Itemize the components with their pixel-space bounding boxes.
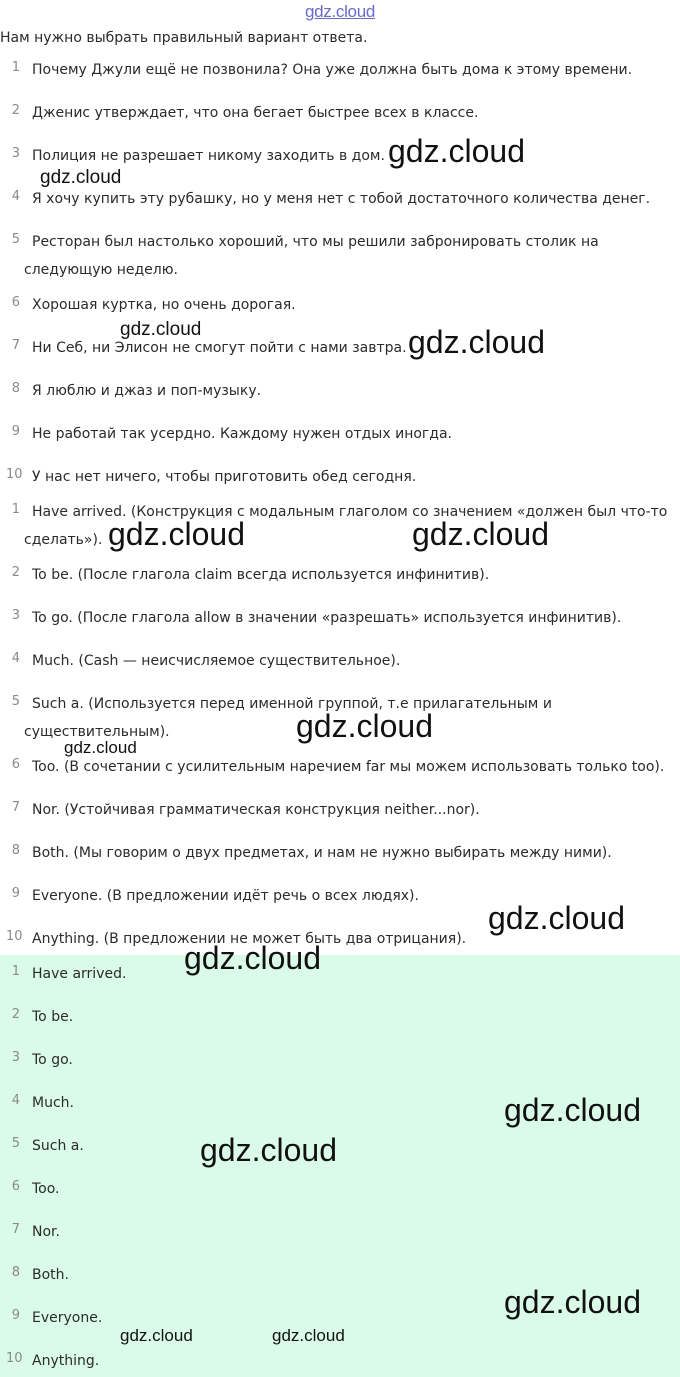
item-number: 2 bbox=[11, 565, 20, 580]
item-text: To be. (После глагола claim всегда используется инфинитив). bbox=[32, 567, 490, 583]
watermark: gdz.cloud bbox=[200, 1132, 337, 1168]
item-number: 8 bbox=[11, 381, 20, 396]
item-text: Too. (В сочетании с усилительным наречием far мы можем использовать только too). bbox=[32, 759, 665, 775]
item-number: 7 bbox=[11, 338, 20, 353]
site-logo[interactable]: gdz.cloud bbox=[304, 2, 376, 21]
item-number: 1 bbox=[11, 60, 20, 75]
watermark: gdz.cloud bbox=[272, 1326, 345, 1345]
item-text: Ресторан был настолько хороший, что мы решили забронировать столик на bbox=[32, 234, 599, 250]
item-number: 10 bbox=[6, 467, 23, 482]
item-number: 8 bbox=[11, 1265, 20, 1280]
item-number: 2 bbox=[11, 1007, 20, 1022]
item-text: To go. bbox=[32, 1052, 73, 1068]
watermark: gdz.cloud bbox=[504, 1092, 641, 1128]
item-text: Я хочу купить эту рубашку, но у меня нет с тобой достаточного количества денег. bbox=[32, 191, 651, 207]
item-number: 5 bbox=[11, 232, 20, 247]
watermark: gdz.cloud bbox=[120, 319, 202, 340]
item-number: 9 bbox=[11, 886, 20, 901]
watermark: gdz.cloud bbox=[388, 133, 525, 169]
item-text: Nor. (Устойчивая грамматическая конструкция neither...nor). bbox=[32, 802, 480, 818]
item-number: 10 bbox=[6, 929, 23, 944]
item-number: 9 bbox=[11, 424, 20, 439]
item-text: Both. (Мы говорим о двух предметах, и нам не нужно выбирать между ними). bbox=[32, 845, 612, 861]
item-number: 3 bbox=[11, 146, 20, 161]
watermark: gdz.cloud bbox=[184, 940, 321, 976]
item-text: Anything. (В предложении не может быть два отрицания). bbox=[32, 931, 467, 947]
item-number: 6 bbox=[11, 1179, 20, 1194]
watermark: gdz.cloud bbox=[120, 1326, 193, 1345]
watermark: gdz.cloud bbox=[408, 324, 545, 360]
item-number: 8 bbox=[11, 843, 20, 858]
intro-text: Нам нужно выбрать правильный вариант ответа. bbox=[0, 30, 368, 46]
item-text: To go. (После глагола allow в значении «разрешать» используется инфинитив). bbox=[32, 610, 622, 626]
item-number: 6 bbox=[11, 757, 20, 772]
item-text: Ни Себ, ни Элисон не смогут пойти с нами завтра. bbox=[32, 340, 407, 356]
item-text: Anything. bbox=[32, 1353, 100, 1369]
watermark: gdz.cloud bbox=[64, 738, 137, 757]
item-number: 5 bbox=[11, 1136, 20, 1151]
item-text: Everyone. (В предложении идёт речь о всех людях). bbox=[32, 888, 419, 904]
item-number: 10 bbox=[6, 1351, 23, 1366]
item-text: Much. (Cash — неисчисляемое существительное). bbox=[32, 653, 401, 669]
item-number: 9 bbox=[11, 1308, 20, 1323]
watermark: gdz.cloud bbox=[108, 516, 245, 552]
item-text: Не работай так усердно. Каждому нужен отдых иногда. bbox=[32, 426, 452, 442]
item-text: Дженис утверждает, что она бегает быстрее всех в классе. bbox=[32, 105, 479, 121]
item-number: 2 bbox=[11, 103, 20, 118]
watermark: gdz.cloud bbox=[296, 708, 433, 744]
item-text: У нас нет ничего, чтобы приготовить обед сегодня. bbox=[32, 469, 417, 485]
item-text: Too. bbox=[32, 1181, 60, 1197]
item-text: Such a. (Используется перед именной группой, т.е прилагательным и bbox=[32, 696, 552, 712]
watermark: gdz.cloud bbox=[412, 516, 549, 552]
item-text: To be. bbox=[32, 1009, 74, 1025]
item-number: 4 bbox=[11, 1093, 20, 1108]
item-text: Everyone. bbox=[32, 1310, 103, 1326]
item-text: Have arrived. bbox=[32, 966, 127, 982]
item-number: 5 bbox=[11, 694, 20, 709]
item-number: 7 bbox=[11, 1222, 20, 1237]
watermark: gdz.cloud bbox=[504, 1284, 641, 1320]
item-number: 3 bbox=[11, 608, 20, 623]
item-number: 4 bbox=[11, 189, 20, 204]
item-text-continued: сделать»). bbox=[24, 532, 103, 548]
item-text-continued: существительным). bbox=[24, 724, 170, 740]
item-number: 1 bbox=[11, 502, 20, 517]
item-text: Почему Джули ещё не позвонила? Она уже должна быть дома к этому времени. bbox=[32, 62, 633, 78]
item-number: 1 bbox=[11, 964, 20, 979]
item-text: Both. bbox=[32, 1267, 69, 1283]
item-number: 3 bbox=[11, 1050, 20, 1065]
item-text: Nor. bbox=[32, 1224, 60, 1240]
item-number: 7 bbox=[11, 800, 20, 815]
item-number: 6 bbox=[11, 295, 20, 310]
item-text: Полиция не разрешает никому заходить в дом. bbox=[32, 148, 385, 164]
watermark: gdz.cloud bbox=[488, 900, 625, 936]
item-text-continued: следующую неделю. bbox=[24, 262, 178, 278]
item-text: Хорошая куртка, но очень дорогая. bbox=[32, 297, 296, 313]
item-text: Have arrived. (Конструкция с модальным глаголом со значением «должен был что-то bbox=[32, 504, 668, 520]
item-text: Such a. bbox=[32, 1138, 84, 1154]
watermark: gdz.cloud bbox=[40, 167, 122, 188]
item-text: Much. bbox=[32, 1095, 74, 1111]
item-text: Я люблю и джаз и поп-музыку. bbox=[32, 383, 262, 399]
item-number: 4 bbox=[11, 651, 20, 666]
